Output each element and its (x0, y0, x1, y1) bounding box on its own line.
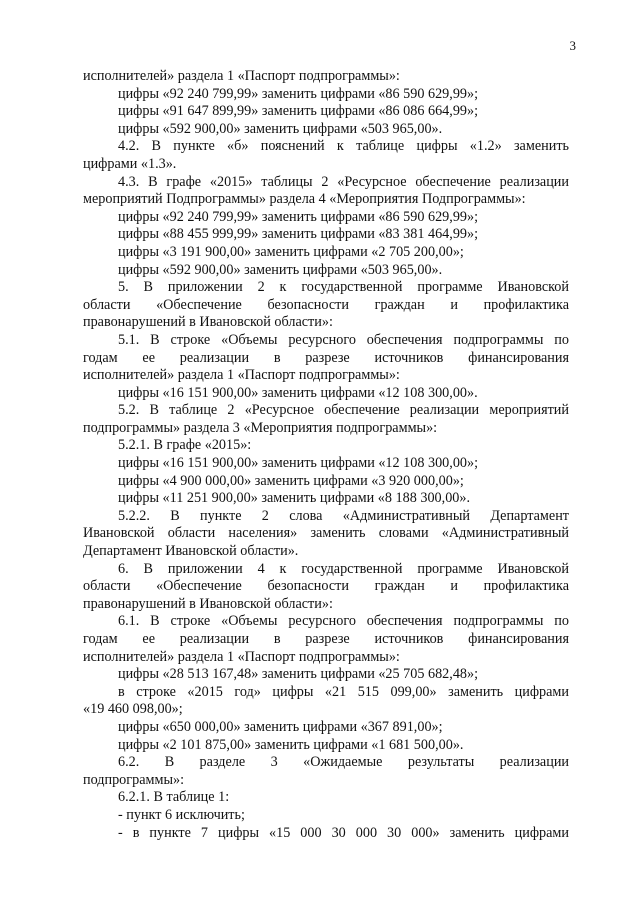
text-line: в строке «2015 год» цифры «21 515 099,00» заменить цифрами (118, 683, 569, 700)
text-line: 6.2.1. В таблице 1: (118, 789, 230, 806)
text-line: исполнителей» раздела 1 «Паспорт подпрограммы»: (83, 68, 400, 84)
text-line: 4.3. В графе «2015» таблицы 2 «Ресурсное обеспечение реализации (118, 173, 569, 190)
text-line: 5.2.2. В пункте 2 слова «Административный Департамент (118, 507, 569, 524)
text-line: правонарушений в Ивановской области»: (83, 595, 333, 612)
text-line: - в пункте 7 цифры «15 000 30 000 30 000» заменить цифрами (118, 824, 569, 841)
text-line: - пункт 6 исключить; (118, 806, 245, 823)
text-line: цифры «4 900 000,00» заменить цифрами «3 920 000,00»; (118, 472, 464, 489)
text-line: 5. В приложении 2 к государственной программе Ивановской (118, 279, 569, 296)
text-line: правонарушений в Ивановской области»: (83, 314, 333, 331)
text-line: цифры «91 647 899,99» заменить цифрами «86 086 664,99»; (118, 103, 479, 120)
document-body (83, 68, 569, 842)
text-line: Ивановской области населения» заменить словами «Административный (83, 525, 569, 542)
text-line: 5.2.1. В графе «2015»: (118, 437, 252, 454)
text-line: 6.2. В разделе 3 «Ожидаемые результаты реализации (118, 754, 569, 771)
text-line: 6. В приложении 4 к государственной программе Ивановской (118, 560, 569, 577)
page-number: 3 (569, 38, 576, 53)
text-line: 4.2. В пункте «б» пояснений к таблице цифры «1.2» заменить (118, 138, 569, 155)
text-line: области «Обеспечение безопасности граждан и профилактика (83, 578, 569, 595)
text-line: подпрограммы»: (83, 771, 185, 788)
text-line: цифры «592 900,00» заменить цифрами «503 965,00». (118, 120, 443, 137)
text-line: 5.2. В таблице 2 «Ресурсное обеспечение реализации мероприятий (118, 402, 569, 419)
text-line: 6.1. В строке «Объемы ресурсного обеспечения подпрограммы по (118, 613, 569, 630)
text-line: цифры «28 513 167,48» заменить цифрами «25 705 682,48»; (118, 666, 479, 683)
text-line: годам ее реализации в разрезе источников финансирования (83, 349, 569, 366)
text-line: цифры «592 900,00» заменить цифрами «503 965,00». (118, 261, 443, 278)
text-line: цифры «2 101 875,00» заменить цифрами «1 681 500,00». (118, 736, 464, 753)
text-line: цифры «92 240 799,99» заменить цифрами «86 590 629,99»; (118, 208, 479, 225)
text-line: «19 460 098,00»; (83, 701, 183, 718)
text-line: мероприятий Подпрограммы» раздела 4 «Мероприятия Подпрограммы»: (83, 191, 526, 208)
text-line: цифрами «1.3». (83, 155, 177, 172)
text-line: области «Обеспечение безопасности граждан и профилактика (83, 296, 569, 313)
text-line: цифры «92 240 799,99» заменить цифрами «86 590 629,99»; (118, 85, 479, 102)
text-line: цифры «88 455 999,99» заменить цифрами «83 381 464,99»; (118, 226, 479, 243)
text-line: цифры «3 191 900,00» заменить цифрами «2 705 200,00»; (118, 243, 464, 260)
text-line: исполнителей» раздела 1 «Паспорт подпрограммы»: (83, 648, 400, 665)
text-line: цифры «650 000,00» заменить цифрами «367 891,00»; (118, 718, 443, 735)
text-line: подпрограммы» раздела 3 «Мероприятия подпрограммы»: (83, 419, 438, 436)
text-line: годам ее реализации в разрезе источников финансирования (83, 631, 569, 647)
text-line: исполнителей» раздела 1 «Паспорт подпрограммы»: (83, 367, 400, 384)
text-line: цифры «16 151 900,00» заменить цифрами «12 108 300,00»; (118, 455, 479, 472)
text-line: цифры «16 151 900,00» заменить цифрами «12 108 300,00». (118, 384, 478, 401)
text-line: Департамент Ивановской области». (83, 543, 299, 560)
text-line: 5.1. В строке «Объемы ресурсного обеспечения подпрограммы по (118, 331, 569, 348)
text-line: цифры «11 251 900,00» заменить цифрами «8 188 300,00». (118, 490, 471, 507)
